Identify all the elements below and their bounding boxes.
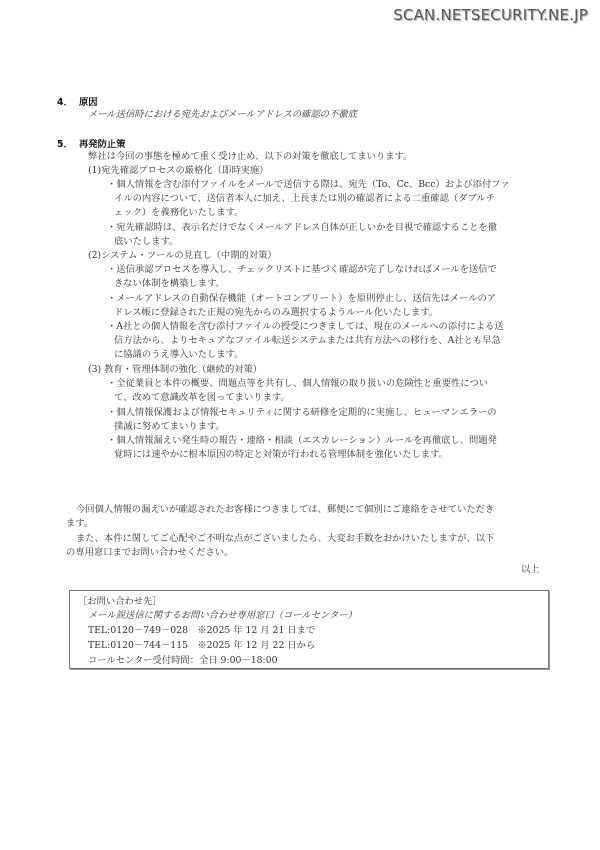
closing-paragraph-2-cont: の専用窓口までお問い合わせください。 [66,547,234,558]
contact-tel-2: TEL:0120－744－115 ※2025 年 12 月 22 日から [88,640,316,651]
bullet-line: ドレス帳に登録された正規の宛先からのみ選択するようルール化いたします。 [114,307,439,318]
contact-label: ［お問い合わせ先］ [78,596,162,607]
subsection-title-3: (3) 教育・管理体制の強化（継続的対策） [88,364,263,375]
bullet-line: に協議のうえ導入いたします。 [114,349,244,360]
subsection-title-2: (2)システム・ツールの見直し（中期的対策） [88,250,277,261]
closing-paragraph-1-cont: ます。 [66,518,94,529]
section-heading-prevention [57,136,126,150]
end-mark: 以上 [521,564,540,575]
bullet-line: ・メールアドレスの自動保存機能（オートコンプリート）を原則停止し、送信先はメールのア [107,293,497,304]
section-number: 5． [57,139,73,150]
bullet-line: イルの内容について、送信者本人に加え、上長または別の確認者による二重確認（ダブルチ [114,193,495,204]
prevention-intro: 弊社は今回の事態を極めて重く受け止め、以下の対策を徹底してまいります。 [88,151,413,162]
bullet-line: 撲滅に努めてまいります。 [114,421,225,432]
bullet-line: ・宛先確認時は、表示名だけでなくメールアドレス自体が正しいかを目視で確認することを徹 [107,222,498,233]
bullet-line: ・個人情報保護および情報セキュリティに関する研修を定期的に実施し、ヒューマンエラーの [107,407,497,418]
section-number: 4． [57,97,73,108]
section-title: 再発防止策 [79,139,126,150]
contact-hours: コールセンター受付時間：全日 9:00－18:00 [88,655,278,666]
bullet-line: ・個人情報を含む添付ファイルをメールで送信する際は、宛先（To、Cc、Bcc）および添付ファ [107,179,510,190]
bullet-line: ェック）を義務化いたします。 [114,207,244,218]
bullet-line: ・個人情報漏えい発生時の報告・連絡・相談（エスカレーション）ルールを再徹底し、問題発 [107,435,497,446]
contact-box [69,590,549,669]
section-heading-cause [57,94,98,108]
bullet-line: ・A社との個人情報を含む添付ファイルの授受につきましては、現在のメールへの添付による送 [107,321,504,332]
bullet-line: 信方法から、よりセキュアなファイル転送システムまたは共有方法への移行を、A社とも早急 [114,335,501,346]
section-title: 原因 [79,97,98,108]
bullet-line: ・全従業員と本件の概要、問題点等を共有し、個人情報の取り扱いの危険性と重要性につい [107,378,488,389]
contact-name: メール誤送信に関するお問い合わせ専用窓口（コールセンター） [88,610,357,621]
bullet-line: ・送信承認プロセスを導入し、チェックリストに基づく確認が完了しなければメールを送信で [107,264,497,275]
bullet-line: て、改めて意識改革を図ってまいります。 [114,392,290,403]
contact-tel-1: TEL:0120－749－028 ※2025 年 12 月 21 日まで [88,625,316,636]
closing-paragraph-1: 今回個人情報の漏えいが確認されたお客様につきましては、郵便にて個別にご連絡をさせていただき [76,504,495,515]
bullet-line: 覚時には速やかに根本原因の特定と対策が行われる管理体制を強化いたします。 [114,449,448,460]
cause-body: メール送信時における宛先およびメールアドレスの確認の不徹底 [88,109,357,120]
bullet-line: 底いたします。 [114,236,179,247]
subsection-title-1: (1)宛先確認プロセスの厳格化（即時実施） [88,165,269,176]
bullet-line: きない体制を構築します。 [114,278,225,289]
watermark: SCAN.NETSECURITY.NE.JP [393,6,588,24]
closing-paragraph-2: また、本件に関してご心配やご不明な点がございましたら、大変お手数をおかけいたしますが、以下 [76,533,495,544]
